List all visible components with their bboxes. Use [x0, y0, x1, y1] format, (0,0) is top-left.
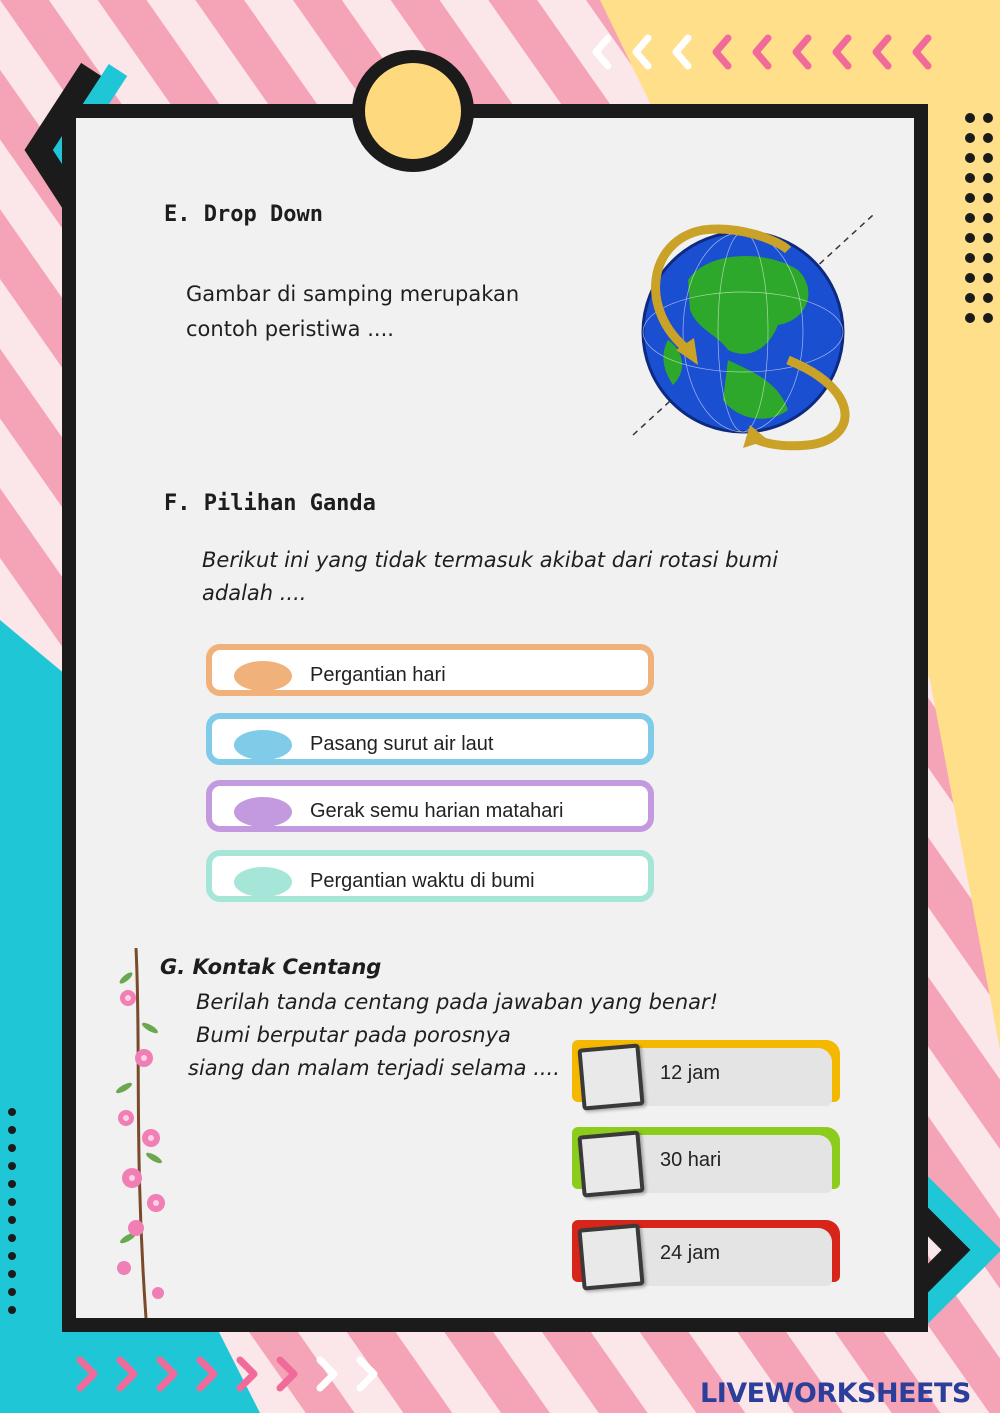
liveworksheets-logo[interactable]: LIVEWORKSHEETS: [700, 1378, 971, 1409]
decorative-circle: [352, 50, 474, 172]
mc-question-line1: Berikut ini yang tidak termasuk akibat dari rotasi bumi: [202, 548, 779, 572]
dropdown-question-line2: contoh peristiwa ....: [186, 317, 394, 341]
checkbox-option-2[interactable]: [572, 1127, 844, 1199]
checkbox-option-3[interactable]: [572, 1220, 844, 1292]
mc-option-label: Pasang surut air laut: [310, 733, 494, 755]
mc-option-2[interactable]: [206, 713, 654, 765]
checkbox-square[interactable]: [577, 1130, 644, 1197]
mc-option-label: Pergantian hari: [310, 664, 446, 686]
radio-dot-icon: [234, 730, 292, 760]
radio-dot-icon: [234, 661, 292, 691]
checkbox-option-1[interactable]: [572, 1040, 844, 1112]
checkbox-question-line1: Bumi berputar pada porosnya: [196, 1023, 511, 1047]
dropdown-question-line1: Gambar di samping merupakan: [186, 282, 520, 306]
mc-option-3[interactable]: [206, 780, 654, 832]
section-f-title: F. Pilihan Ganda: [164, 491, 376, 516]
radio-dot-icon: [234, 867, 292, 897]
checkbox-square[interactable]: [577, 1223, 644, 1290]
checkbox-square[interactable]: [577, 1043, 644, 1110]
checkbox-instruction: Berilah tanda centang pada jawaban yang benar!: [196, 990, 719, 1014]
mc-option-4[interactable]: [206, 850, 654, 902]
section-g-title: G. Kontak Centang: [160, 955, 382, 979]
mc-option-label: Gerak semu harian matahari: [310, 800, 564, 822]
checkbox-option-label: 30 hari: [660, 1149, 722, 1171]
checkbox-question-line2: siang dan malam terjadi selama ....: [188, 1056, 560, 1080]
section-e-title: E. Drop Down: [164, 202, 323, 227]
mc-option-1[interactable]: [206, 644, 654, 696]
flower-branch-illustration: [96, 948, 196, 1318]
mc-option-label: Pergantian waktu di bumi: [310, 870, 535, 892]
checkbox-option-label: 12 jam: [660, 1062, 721, 1084]
mc-question-line2: adalah ....: [202, 581, 307, 605]
globe-rotation-illustration: [628, 210, 878, 460]
checkbox-option-label: 24 jam: [660, 1242, 721, 1264]
radio-dot-icon: [234, 797, 292, 827]
